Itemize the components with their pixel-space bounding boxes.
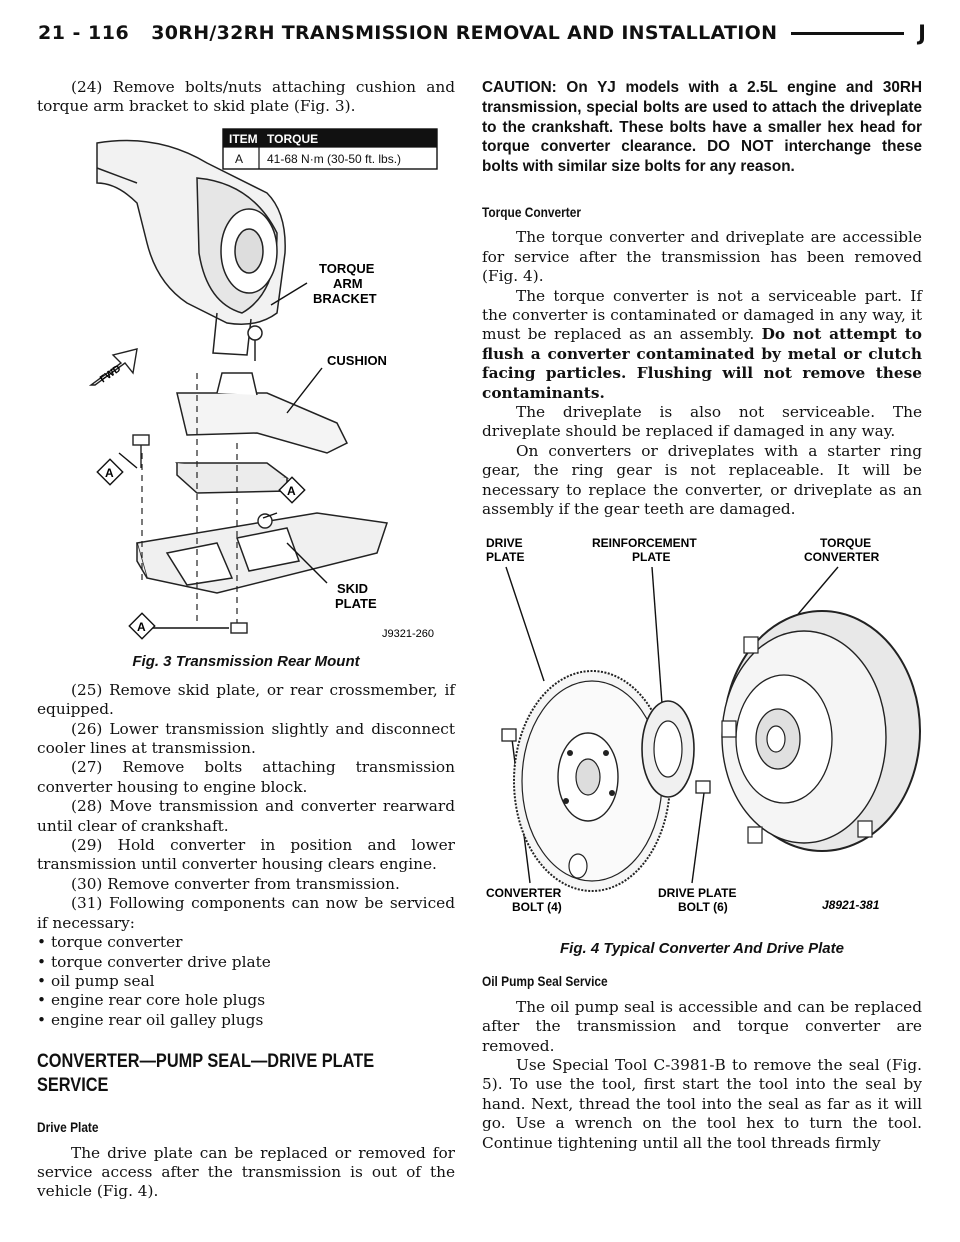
step-29: (29) Hold converter in position and lower transmission until converter housing clears engine.: [37, 836, 455, 874]
step-25: (25) Remove skid plate, or rear crossmember, if equipped.: [37, 680, 455, 719]
step-26: (26) Lower transmission slightly and disconnect cooler lines at transmission.: [37, 719, 455, 758]
list-item: • torque converter: [37, 933, 455, 952]
table-row-item: A: [235, 151, 244, 166]
tc-paragraph-2-normal: The torque converter is not a serviceable part. If the converter is contaminated or damaged in any way, it must be replaced as an assembly.: [482, 286, 922, 344]
tc-paragraph-3: The driveplate is also not serviceable. The driveplate should be replaced if damaged in any way.: [482, 403, 922, 441]
figure-4-caption: Fig. 4 Typical Converter And Drive Plate: [560, 939, 844, 957]
reinforcement-plate-drawing: [642, 701, 694, 797]
oil-pump-paragraph-2: Use Special Tool C-3981-B to remove the seal (Fig. 5). To use the tool, first start the tool into the seal by hand. Next, thread the tool into the seal as far as it will go. Use a wrench on the tool hex to turn the tool. Continue tightening until all the tool threads firmly: [482, 1055, 922, 1152]
right-column: [482, 78, 922, 1153]
label-torque-converter-2: CONVERTER: [804, 550, 880, 565]
label-reinforcement-1: REINFORCEMENT: [592, 536, 697, 551]
callout-a-label-3: A: [137, 619, 146, 634]
torque-converter-heading: Torque Converter: [482, 203, 581, 220]
step-30: (30) Remove converter from transmission.: [71, 874, 400, 893]
callout-a-label-2: A: [287, 483, 296, 498]
fwd-label: FWD: [98, 363, 124, 386]
step-27: (27) Remove bolts attaching transmission converter housing to engine block.: [37, 758, 455, 796]
section-title-line-2: SERVICE: [37, 1075, 109, 1097]
label-converter-bolt-1: CONVERTER: [486, 886, 562, 901]
page-title: 30RH/32RH TRANSMISSION REMOVAL AND INSTALLATION: [151, 22, 778, 44]
label-converter-bolt-2: BOLT (4): [512, 900, 562, 915]
transmission-housing: [97, 140, 285, 355]
label-skid-1: SKID: [337, 580, 369, 596]
page-number: 21 - 116: [38, 22, 130, 44]
label-drive-plate-2: PLATE: [486, 550, 525, 565]
left-column: [37, 78, 455, 1202]
oil-pump-paragraph-1: The oil pump seal is accessible and can be replaced after the transmission and torque converter are removed.: [482, 997, 922, 1055]
caution-text: CAUTION: On YJ models with a 2.5L engine and 30RH transmission, special bolts are used to attach the driveplate to the crankshaft. These bolts have a smaller hex head for torque converter clearance. DO NOT interchange these bolts with similar size bolts for any reason.: [482, 79, 922, 176]
torque-arm-bracket: [177, 326, 347, 453]
table-head-item: ITEM: [229, 131, 258, 146]
figure-4-code: J8921-381: [822, 898, 880, 913]
page-header: [38, 18, 926, 48]
callout-a-1: [97, 459, 122, 484]
label-skid-2: PLATE: [335, 595, 377, 611]
label-drive-plate-bolt-1: DRIVE PLATE: [658, 886, 737, 901]
figure-4-illustration: [482, 531, 922, 931]
fwd-arrow: [91, 349, 137, 385]
label-torque-arm-2: ARM: [333, 275, 363, 291]
label-cushion: CUSHION: [327, 352, 387, 368]
label-drive-plate-bolt-2: BOLT (6): [678, 900, 728, 915]
list-item: • torque converter drive plate: [37, 953, 455, 972]
figure-4: [482, 531, 922, 958]
component-list: [37, 933, 455, 1030]
label-torque-arm-3: BRACKET: [313, 290, 377, 306]
figure-3-code: J9321-260: [382, 627, 434, 640]
label-reinforcement-2: PLATE: [632, 550, 671, 565]
oil-pump-seal-heading: Oil Pump Seal Service: [482, 973, 608, 990]
label-torque-converter-1: TORQUE: [820, 536, 872, 551]
label-drive-plate-1: DRIVE: [486, 536, 523, 551]
section-letter: J: [918, 21, 926, 45]
list-item: • engine rear oil galley plugs: [37, 1011, 455, 1030]
label-torque-arm-1: TORQUE: [319, 260, 375, 276]
torque-table: [223, 129, 437, 169]
tc-paragraph-1: The torque converter and driveplate are accessible for service after the transmission has been removed (Fig. 4).: [482, 228, 922, 286]
step-24: (24) Remove bolts/nuts attaching cushion and torque arm bracket to skid plate (Fig. 3).: [37, 78, 455, 116]
table-head-torque: TORQUE: [267, 131, 319, 146]
callout-a-label-1: A: [105, 465, 114, 480]
drive-plate-text: The drive plate can be replaced or removed for service access after the transmission is out of the vehicle (Fig. 4).: [37, 1143, 455, 1201]
section-title-line-1: CONVERTER—PUMP SEAL—DRIVE PLATE: [37, 1051, 375, 1073]
cushion: [177, 463, 287, 493]
drive-plate-heading: Drive Plate: [37, 1119, 99, 1136]
callout-a-3: [129, 613, 154, 638]
torque-converter-drawing: [722, 611, 920, 851]
drive-plate-drawing: [514, 671, 670, 891]
tc-paragraph-4: On converters or driveplates with a starter ring gear, the ring gear is not replaceable. It will be necessary to replace the converter, or driveplate as an assembly if the gear teeth are damaged.: [482, 441, 922, 519]
figure-3-caption: Fig. 3 Transmission Rear Mount: [132, 653, 360, 671]
figure-3-illustration: [37, 123, 455, 643]
tc-paragraph-2: [482, 287, 922, 403]
table-row-torque: 41-68 N·m (30-50 ft. lbs.): [267, 151, 402, 166]
list-item: • oil pump seal: [37, 972, 455, 991]
list-item: • engine rear core hole plugs: [37, 991, 455, 1010]
header-rule: [791, 32, 904, 35]
tc-paragraph-2-bold: Do not attempt to flush a converter contaminated by metal or clutch facing particles. Flushing will not remove these contaminants.: [482, 325, 922, 402]
figure-3: [37, 123, 455, 671]
step-28: (28) Move transmission and converter rearward until clear of crankshaft.: [37, 797, 455, 835]
step-31: (31) Following components can now be serviced if necessary:: [37, 894, 455, 932]
